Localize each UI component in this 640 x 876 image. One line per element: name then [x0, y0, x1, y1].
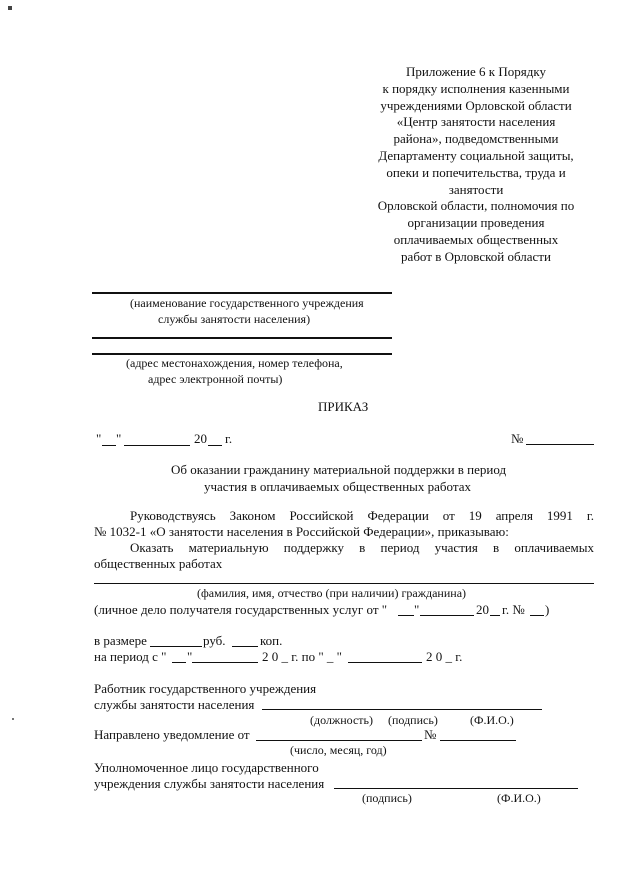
date-year-field[interactable]	[208, 445, 222, 446]
notice-date-field[interactable]	[256, 740, 422, 741]
personal-file-year-field[interactable]	[490, 615, 500, 616]
order-title: ПРИКАЗ	[318, 399, 369, 414]
date-month-field[interactable]	[124, 445, 190, 446]
personal-file-month-field[interactable]	[420, 615, 474, 616]
paragraph-1-line-2: № 1032-1 «О занятости населения в Российской Федерации», приказываю:	[94, 524, 509, 539]
header-line: района», подведомственными	[393, 131, 559, 147]
header-line: Орловской области, полномочия по	[377, 198, 575, 214]
address-line-2[interactable]	[92, 353, 392, 355]
order-subject-line-2: участия в оплачиваемых общественных работах	[204, 479, 471, 494]
date-year-suffix: г.	[225, 431, 233, 446]
institution-name-caption-1: (наименование государственного учреждения	[130, 296, 364, 310]
worker-caption-fio: (Ф.И.О.)	[470, 713, 514, 727]
worker-title-line-1: Работник государственного учреждения	[94, 681, 317, 696]
amount-kop-label: коп.	[260, 633, 283, 648]
order-subject-line-1: Об оказании гражданину материальной поддержки в период	[171, 462, 507, 477]
period-from-month-field[interactable]	[192, 662, 258, 663]
header-line: организации проведения	[407, 215, 545, 231]
scan-speck	[12, 718, 14, 720]
header-line: оплачиваемых общественных	[393, 231, 559, 247]
personal-file-text: (личное дело получателя государственных услуг от "	[94, 602, 388, 617]
institution-name-line[interactable]	[92, 292, 392, 294]
appendix-header	[348, 64, 604, 266]
personal-file-close: )	[545, 602, 550, 617]
worker-title-line-2: службы занятости населения	[94, 697, 255, 712]
address-caption-2: адрес электронной почты)	[148, 372, 283, 386]
date-year-prefix: 20	[194, 431, 207, 446]
personal-file-day-field[interactable]	[398, 615, 414, 616]
scan-speck	[8, 6, 12, 10]
address-caption-1: (адрес местонахождения, номер телефона,	[126, 356, 343, 370]
notice-prefix: Направлено уведомление от	[94, 727, 250, 742]
date-day-field[interactable]	[102, 445, 116, 446]
paragraph-2-line-1: Оказать материальную поддержку в период участия в оплачиваемых	[130, 540, 594, 555]
date-quote-open: "	[96, 431, 102, 446]
authorized-title-line-2: учреждения службы занятости населения	[94, 776, 325, 791]
paragraph-1-line-1: Руководствуясь Законом Российской Федерации от 19 апреля 1991 г.	[130, 508, 594, 523]
worker-signature-line[interactable]	[262, 709, 542, 710]
period-year-end: 2 0 _ г.	[426, 649, 463, 664]
header-line: «Центр занятости населения	[396, 114, 556, 130]
authorized-caption-signature: (подпись)	[362, 791, 412, 805]
period-middle-text: 2 0 _ г. по " _ "	[262, 649, 342, 664]
period-prefix: на период с "	[94, 649, 167, 664]
header-line: учреждениями Орловской области	[380, 97, 572, 113]
header-line: опеки и попечительства, труда и	[386, 164, 566, 180]
worker-caption-position: (должность)	[310, 713, 373, 727]
header-line: к порядку исполнения казенными	[382, 80, 570, 96]
personal-file-year: 20	[476, 602, 489, 617]
authorized-caption-fio: (Ф.И.О.)	[497, 791, 541, 805]
citizen-fio-caption: (фамилия, имя, отчество (при наличии) гражданина)	[197, 586, 467, 600]
notice-number-field[interactable]	[440, 740, 516, 741]
personal-file-g-no: г. №	[502, 602, 525, 617]
amount-prefix: в размере	[94, 633, 147, 648]
order-number-field[interactable]	[526, 444, 594, 445]
date-quote-close: "	[116, 431, 122, 446]
amount-rub-field[interactable]	[150, 646, 202, 647]
notice-date-caption: (число, месяц, год)	[290, 743, 387, 757]
amount-kop-field[interactable]	[232, 646, 258, 647]
amount-rub-label: руб.	[203, 633, 226, 648]
header-line: Приложение 6 к Порядку	[406, 64, 546, 79]
period-quote-close: "	[187, 649, 193, 664]
citizen-fio-line[interactable]	[94, 583, 594, 584]
period-to-month-field[interactable]	[348, 662, 422, 663]
header-line: занятости	[448, 181, 504, 197]
header-line: Департаменту социальной защиты,	[378, 147, 574, 163]
notice-number-sign: №	[424, 727, 437, 742]
personal-file-number-field[interactable]	[530, 615, 544, 616]
period-from-day-field[interactable]	[172, 662, 186, 663]
paragraph-2-line-2: общественных работах	[94, 556, 223, 571]
authorized-signature-line[interactable]	[334, 788, 578, 789]
institution-name-caption-2: службы занятости населения)	[158, 312, 311, 326]
personal-file-quote: "	[414, 602, 420, 617]
address-line-1[interactable]	[92, 337, 392, 339]
order-number-sign: №	[511, 431, 524, 446]
authorized-title-line-1: Уполномоченное лицо государственного	[94, 760, 319, 775]
worker-caption-signature: (подпись)	[388, 713, 438, 727]
header-line: работ в Орловской области	[401, 248, 551, 264]
